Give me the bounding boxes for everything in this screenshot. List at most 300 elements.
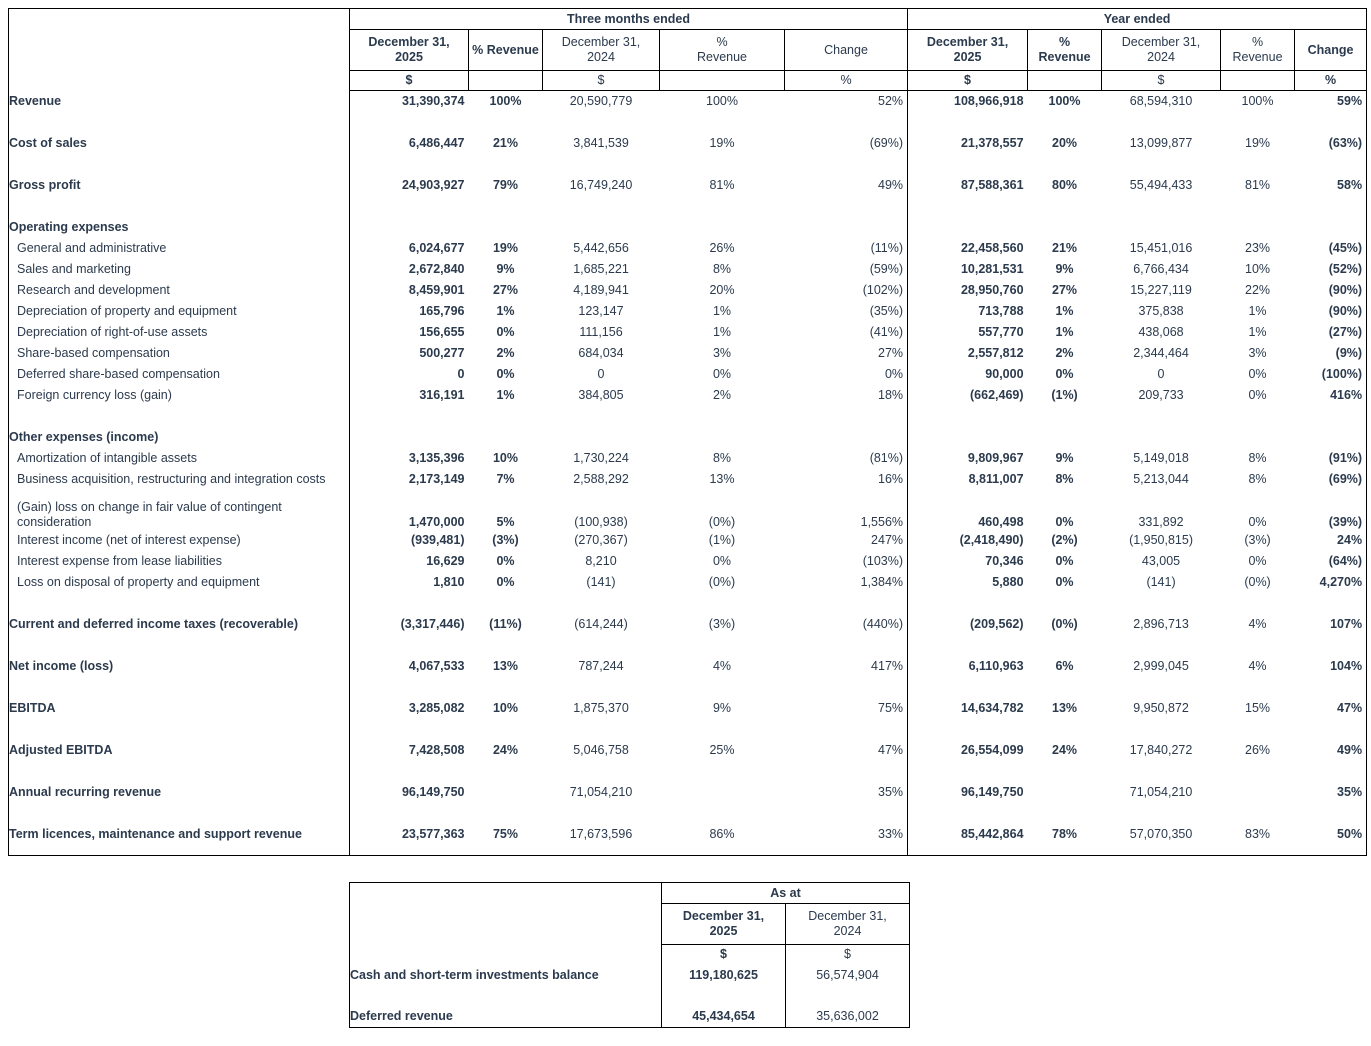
column-header-line2: 2025 [395,50,423,64]
value-cell [1028,677,1102,698]
value-cell: 50% [1295,824,1367,845]
value-cell: (63%) [1295,133,1367,154]
value-cell: 8% [712,450,732,465]
column-header-line1: December 31, [1121,35,1201,49]
row-label: Gross profit [9,175,350,196]
spacer-row [9,719,1367,740]
value-cell: 4,189,941 [573,282,629,297]
value-cell [350,803,469,824]
value-cell [469,112,543,133]
value-cell [908,406,1028,427]
value-cell: 10% [492,700,519,715]
value-cell: 384,805 [578,387,624,402]
cash-value-cell: 45,434,654 [662,1007,786,1028]
column-header [469,30,543,71]
value-cell [1221,677,1295,698]
row-label [9,154,350,175]
value-cell [1221,593,1295,614]
value-cell: (90%) [1295,301,1367,322]
cash-column-header-line2: 2024 [833,924,862,938]
header-corner [9,9,350,30]
value-cell [660,677,785,698]
value-cell: (3%) [492,532,519,547]
column-unit: $ [908,71,1028,91]
value-cell: 49% [1295,740,1367,761]
section-row [9,217,1367,238]
value-cell [1028,845,1102,856]
value-cell: 6,486,447 [350,133,469,154]
value-cell: 787,244 [578,658,624,673]
value-cell [1295,112,1367,133]
table-row [9,824,1367,845]
value-cell: 9% [1055,450,1074,465]
value-cell: 87,588,361 [908,175,1028,196]
spacer-row [9,677,1367,698]
value-cell: 10,281,531 [908,259,1028,280]
value-cell [1028,593,1102,614]
value-cell: 1% [1248,303,1267,318]
cash-row-label: Cash and short-term investments balance [350,965,662,986]
value-cell [1221,782,1295,803]
value-cell: 27% [492,282,519,297]
column-header-row [9,30,1367,71]
value-cell: 0% [712,553,732,568]
row-label: Cost of sales [9,133,350,154]
value-cell [469,782,543,803]
spacer-row [9,635,1367,656]
value-cell [1221,635,1295,656]
value-cell [350,845,469,856]
value-cell: 5,213,044 [1133,471,1189,486]
value-cell: 10% [492,450,519,465]
value-cell [1295,761,1367,782]
spacer-row [9,406,1367,427]
value-cell: (59%) [869,261,904,276]
header-corner-low [9,71,350,91]
value-cell [350,112,469,133]
row-label: Adjusted EBITDA [9,740,350,761]
column-unit: % [1295,71,1367,91]
cash-column-header-row [350,904,910,945]
cash-value-cell: 35,636,002 [786,1007,910,1028]
value-cell: 35% [1295,782,1367,803]
value-cell: (2,418,490) [908,530,1028,551]
value-cell: 4,067,533 [350,656,469,677]
table-row [9,572,1367,593]
cash-value-cell: 119,180,625 [662,965,786,986]
value-cell [350,217,469,238]
value-cell: 713,788 [908,301,1028,322]
row-label: Term licences, maintenance and support revenue [9,824,350,845]
value-cell [1102,677,1221,698]
value-cell: 15% [1245,700,1271,715]
cash-row-label: Deferred revenue [350,1007,662,1028]
value-cell [785,803,908,824]
value-cell: 417% [871,658,904,673]
value-cell: 71,054,210 [1129,784,1193,799]
column-header [1221,30,1295,71]
value-cell [543,154,660,175]
value-cell: 1% [712,324,732,339]
table-row [9,322,1367,343]
value-cell: 0 [350,364,469,385]
value-cell [1102,427,1221,448]
value-cell: 58% [1295,175,1367,196]
row-label [9,845,350,856]
value-cell: 15,451,016 [1129,240,1193,255]
value-cell [1102,154,1221,175]
value-cell [660,427,785,448]
row-label: Research and development [9,280,350,301]
value-cell: 14,634,782 [908,698,1028,719]
value-cell: 0% [496,574,515,589]
value-cell: 316,191 [350,385,469,406]
value-cell: 165,796 [350,301,469,322]
value-cell: 24% [1052,742,1078,757]
value-cell: 22,458,560 [908,238,1028,259]
cash-column-header-line1: December 31, [682,909,765,923]
value-cell: 81% [1245,177,1271,192]
value-cell: 104% [1295,656,1367,677]
value-cell: (45%) [1295,238,1367,259]
value-cell: 2,557,812 [908,343,1028,364]
row-label: Loss on disposal of property and equipment [9,572,350,593]
column-header [1028,30,1102,71]
value-cell: 9% [712,700,732,715]
row-label [9,677,350,698]
value-cell: 500,277 [350,343,469,364]
table-row [9,656,1367,677]
cash-header-corner [350,883,662,904]
value-cell: 1% [1248,324,1267,339]
value-cell: 16,629 [350,551,469,572]
value-cell [660,635,785,656]
value-cell [660,154,785,175]
table-row [9,91,1367,112]
value-cell: 0% [1248,387,1267,402]
value-cell: 3,285,082 [350,698,469,719]
value-cell: 23% [1245,240,1271,255]
value-cell [469,761,543,782]
value-cell: (1%) [1051,387,1078,402]
value-cell: (0%) [1244,574,1271,589]
value-cell: (9%) [1295,343,1367,364]
value-cell [1102,112,1221,133]
table-row [9,551,1367,572]
column-unit: $ [350,71,469,91]
value-cell [469,677,543,698]
value-cell [350,635,469,656]
value-cell: 0% [712,366,732,381]
value-cell: 90,000 [908,364,1028,385]
value-cell: 20% [1052,135,1078,150]
value-cell [908,635,1028,656]
group-header-year: Year ended [908,9,1367,30]
value-cell [469,406,543,427]
value-cell: 0% [1248,553,1267,568]
value-cell: 0 [597,366,605,381]
value-cell: 3% [712,345,732,360]
value-cell [469,803,543,824]
value-cell [660,217,785,238]
column-header [543,30,660,71]
value-cell: 9% [496,261,515,276]
table-row [9,238,1367,259]
value-cell: 24% [492,742,519,757]
column-header-line1: % [1058,35,1071,49]
value-cell: (0%) [708,514,736,529]
value-cell: 0% [884,366,904,381]
value-cell: 111,156 [579,324,623,339]
value-cell: 1,730,224 [573,450,629,465]
table-row [9,614,1367,635]
spacer-row [9,196,1367,217]
value-cell [543,803,660,824]
column-unit [469,71,543,91]
value-cell: (141) [586,574,616,589]
cash-header-corner-low [350,945,662,965]
value-cell [543,406,660,427]
value-cell: 15,227,119 [1130,282,1192,297]
value-cell [543,635,660,656]
value-cell: 100% [1048,93,1081,108]
cash-column-unit: $ [662,945,786,965]
value-cell [350,406,469,427]
value-cell: (35%) [869,303,904,318]
value-cell [543,845,660,856]
value-cell: 4% [712,658,732,673]
value-cell: 23,577,363 [350,824,469,845]
value-cell: 8,811,007 [908,469,1028,490]
value-cell: (3%) [1244,532,1271,547]
value-cell: 31,390,374 [350,91,469,112]
value-cell: 5% [496,514,515,529]
value-cell: 52% [878,93,904,108]
section-row [9,427,1367,448]
value-cell [785,677,908,698]
value-cell [350,427,469,448]
value-cell [1028,761,1102,782]
value-cell: (3%) [708,616,736,631]
value-cell [350,154,469,175]
value-cell: (141) [1146,574,1176,589]
value-cell [785,761,908,782]
value-cell [785,112,908,133]
value-cell: 100% [489,93,522,108]
column-header-line1: % [716,35,728,49]
value-cell [1102,635,1221,656]
value-cell: (0%) [1051,616,1078,631]
value-cell: 86% [709,826,735,841]
value-cell [350,761,469,782]
value-cell: (69%) [869,135,904,150]
value-cell [1221,427,1295,448]
column-unit [660,71,785,91]
cash-header-corner-mid [350,904,662,945]
value-cell [785,635,908,656]
value-cell: 2,999,045 [1133,658,1189,673]
value-cell: 0% [1055,553,1074,568]
value-cell: 6,766,434 [1133,261,1189,276]
row-label [9,112,350,133]
cash-value-cell: 56,574,904 [786,965,910,986]
row-label [9,635,350,656]
value-cell [908,112,1028,133]
value-cell: (64%) [1295,551,1367,572]
value-cell: 5,880 [908,572,1028,593]
value-cell: 1% [496,387,515,402]
row-label: Share-based compensation [9,343,350,364]
value-cell [1028,719,1102,740]
table-row [9,530,1367,551]
value-cell [1295,593,1367,614]
value-cell: 2,173,149 [350,469,469,490]
unit-row [9,71,1367,91]
value-cell: (69%) [1295,469,1367,490]
value-cell: 20% [709,282,735,297]
row-label [9,803,350,824]
table-row [9,133,1367,154]
table-row [9,698,1367,719]
value-cell: 209,733 [1138,387,1184,402]
value-cell: 1,384% [860,574,904,589]
value-cell: 83% [1245,826,1271,841]
value-cell [469,845,543,856]
cash-balance-table [349,882,910,1028]
value-cell [1221,761,1295,782]
value-cell: 35% [878,784,904,799]
value-cell [785,593,908,614]
value-cell [543,112,660,133]
value-cell: 8,459,901 [350,280,469,301]
column-header-line1: December 31, [368,35,450,49]
value-cell [908,427,1028,448]
value-cell: 8% [712,261,732,276]
value-cell: 3,841,539 [573,135,629,150]
value-cell [1028,154,1102,175]
value-cell [908,593,1028,614]
value-cell: (52%) [1295,259,1367,280]
cash-unit-row [350,945,910,965]
value-cell: 75% [878,700,904,715]
value-cell: 8,210 [585,553,617,568]
value-cell: 57,070,350 [1129,826,1193,841]
value-cell: 331,892 [1138,514,1184,529]
value-cell: 107% [1295,614,1367,635]
value-cell [1028,217,1102,238]
value-cell: 16,749,240 [569,177,633,192]
cash-group-header-row [350,883,910,904]
cash-column-header-line1: December 31, [808,909,887,923]
value-cell: 7,428,508 [350,740,469,761]
value-cell [785,154,908,175]
column-unit: $ [1102,71,1221,91]
value-cell: (0%) [708,574,736,589]
row-label: Foreign currency loss (gain) [9,385,350,406]
value-cell: 9,809,967 [908,448,1028,469]
value-cell [1221,845,1295,856]
value-cell: (1,950,815) [1129,532,1193,547]
value-cell: 96,149,750 [908,782,1028,803]
value-cell: 2,588,292 [573,471,629,486]
value-cell: 8% [1248,471,1267,486]
value-cell: (90%) [1295,280,1367,301]
value-cell: 8% [1055,471,1074,486]
value-cell [1028,803,1102,824]
value-cell [660,845,785,856]
group-header-row [9,9,1367,30]
value-cell: 0 [1157,366,1165,381]
value-cell: 19% [492,240,519,255]
value-cell: 26% [1245,742,1271,757]
column-header-line2: Revenue [1232,50,1283,64]
financial-summary-table [8,8,1367,856]
table-row [9,490,1367,530]
column-unit: % [785,71,908,91]
value-cell: 9,950,872 [1133,700,1189,715]
value-cell: (270,367) [574,532,628,547]
value-cell: 4% [1248,658,1267,673]
value-cell: 17,840,272 [1129,742,1193,757]
value-cell [1102,803,1221,824]
row-label: (Gain) loss on change in fair value of contingent consideration [9,490,350,530]
value-cell: 2% [712,387,732,402]
table-row [9,343,1367,364]
value-cell: 85,442,864 [908,824,1028,845]
value-cell: 5,046,758 [573,742,629,757]
value-cell [785,217,908,238]
row-label: Depreciation of right-of-use assets [9,322,350,343]
value-cell [1102,719,1221,740]
value-cell: 1% [712,303,732,318]
spacer-row [9,593,1367,614]
value-cell: 0% [1248,366,1267,381]
value-cell: 79% [492,177,519,192]
row-label: Deferred share-based compensation [9,364,350,385]
value-cell: 0% [1055,514,1074,529]
value-cell: 25% [709,742,735,757]
value-cell: 75% [492,826,519,841]
value-cell: 0% [1055,366,1074,381]
value-cell [1295,635,1367,656]
value-cell: 6,024,677 [350,238,469,259]
spacer-row [9,154,1367,175]
value-cell [350,196,469,217]
value-cell: 19% [709,135,735,150]
row-label: General and administrative [9,238,350,259]
row-label: Business acquisition, restructuring and integration costs [9,469,350,490]
value-cell: 5,442,656 [573,240,629,255]
value-cell: (939,481) [350,530,469,551]
value-cell [908,196,1028,217]
value-cell: 80% [1052,177,1078,192]
value-cell [1295,196,1367,217]
row-label: Revenue [9,91,350,112]
value-cell [785,719,908,740]
column-header-line1: % [1251,35,1264,49]
row-label [9,719,350,740]
value-cell: (102%) [862,282,904,297]
row-label: Depreciation of property and equipment [9,301,350,322]
section-label: Operating expenses [9,217,350,238]
value-cell: 33% [878,826,904,841]
value-cell: (81%) [869,450,904,465]
value-cell: 68,594,310 [1129,93,1193,108]
value-cell [660,406,785,427]
cash-group-header: As at [662,883,910,904]
value-cell: (11%) [870,240,904,255]
value-cell: 1% [1055,324,1074,339]
